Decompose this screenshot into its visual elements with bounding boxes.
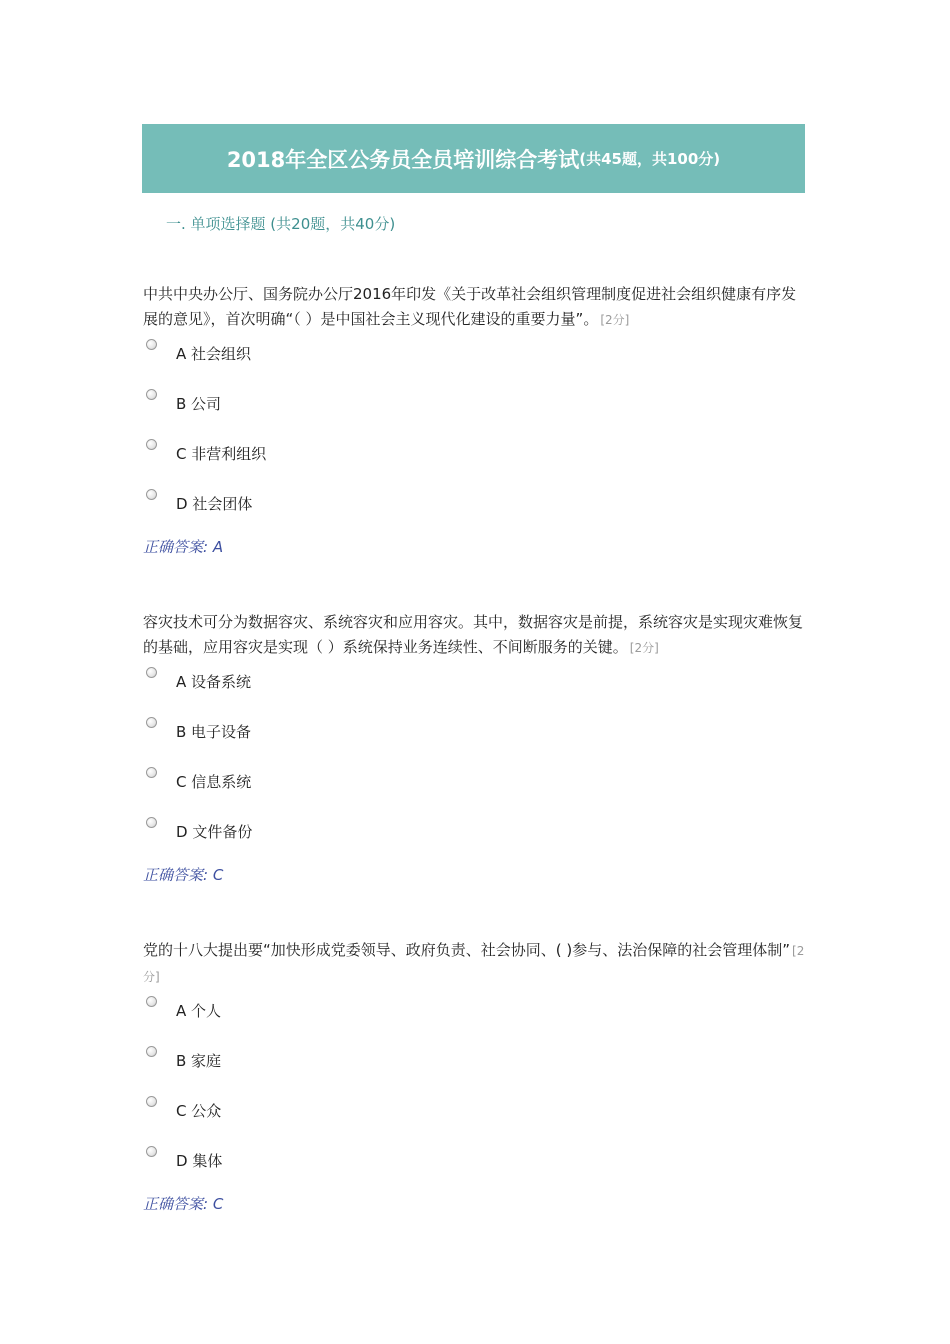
option-a[interactable] [143,667,808,717]
radio-button[interactable] [146,1146,157,1157]
question-score: [2分] [600,313,630,327]
option-c[interactable] [143,439,808,489]
option-label: B 公司 [176,395,222,413]
exam-title: 2018年全区公务员全员培训综合考试 [226,147,580,172]
section-title: 一. 单项选择题 (共20题，共40分) [166,215,396,233]
radio-button[interactable] [146,817,157,828]
option-d[interactable] [143,817,808,867]
exam-title-banner [142,124,805,193]
option-label: A 个人 [176,1002,222,1020]
option-label: C 公众 [176,1102,222,1120]
option-a[interactable] [143,339,808,389]
question-1 [143,282,808,557]
question-score: [2分] [143,944,805,984]
correct-answer: 正确答案: C [143,866,224,884]
option-label: A 社会组织 [176,345,252,363]
option-b[interactable] [143,389,808,439]
option-label: C 非营利组织 [176,445,267,463]
radio-button[interactable] [146,489,157,500]
option-d[interactable] [143,1146,808,1196]
option-c[interactable] [143,767,808,817]
radio-button[interactable] [146,767,157,778]
correct-answer: 正确答案: A [143,538,224,556]
radio-button[interactable] [146,439,157,450]
option-b[interactable] [143,717,808,767]
radio-button[interactable] [146,389,157,400]
question-text: 党的十八大提出要“加快形成党委领导、政府负责、社会协同、( )参与、法治保障的社会管理体制” [2分] [143,941,805,984]
option-d[interactable] [143,489,808,539]
option-label: D 文件备份 [176,823,253,841]
radio-button[interactable] [146,717,157,728]
option-a[interactable] [143,996,808,1046]
correct-answer: 正确答案: C [143,1195,224,1213]
radio-button[interactable] [146,1046,157,1057]
radio-button[interactable] [146,996,157,1007]
option-c[interactable] [143,1096,808,1146]
option-label: D 社会团体 [176,495,253,513]
radio-button[interactable] [146,667,157,678]
option-label: D 集体 [176,1152,223,1170]
option-label: A 设备系统 [176,673,252,691]
option-label: B 家庭 [176,1052,222,1070]
question-score: [2分] [629,641,659,655]
exam-title-suffix: (共45题，共100分) [579,150,721,168]
option-label: B 电子设备 [176,723,252,741]
radio-button[interactable] [146,1096,157,1107]
option-label: C 信息系统 [176,773,252,791]
question-text: 中共中央办公厅、国务院办公厅2016年印发《关于改革社会组织管理制度促进社会组织健康有序发展的意见》，首次明确“（ ）是中国社会主义现代化建设的重要力量”。 [2分] [143,285,797,328]
question-text: 容灾技术可分为数据容灾、系统容灾和应用容灾。其中，数据容灾是前提，系统容灾是实现灾难恢复的基础，应用容灾是实现（ ）系统保持业务连续性、不间断服务的关键。 [2分] [143,613,804,656]
radio-button[interactable] [146,339,157,350]
question-3 [143,938,808,1214]
question-2 [143,610,808,885]
option-b[interactable] [143,1046,808,1096]
